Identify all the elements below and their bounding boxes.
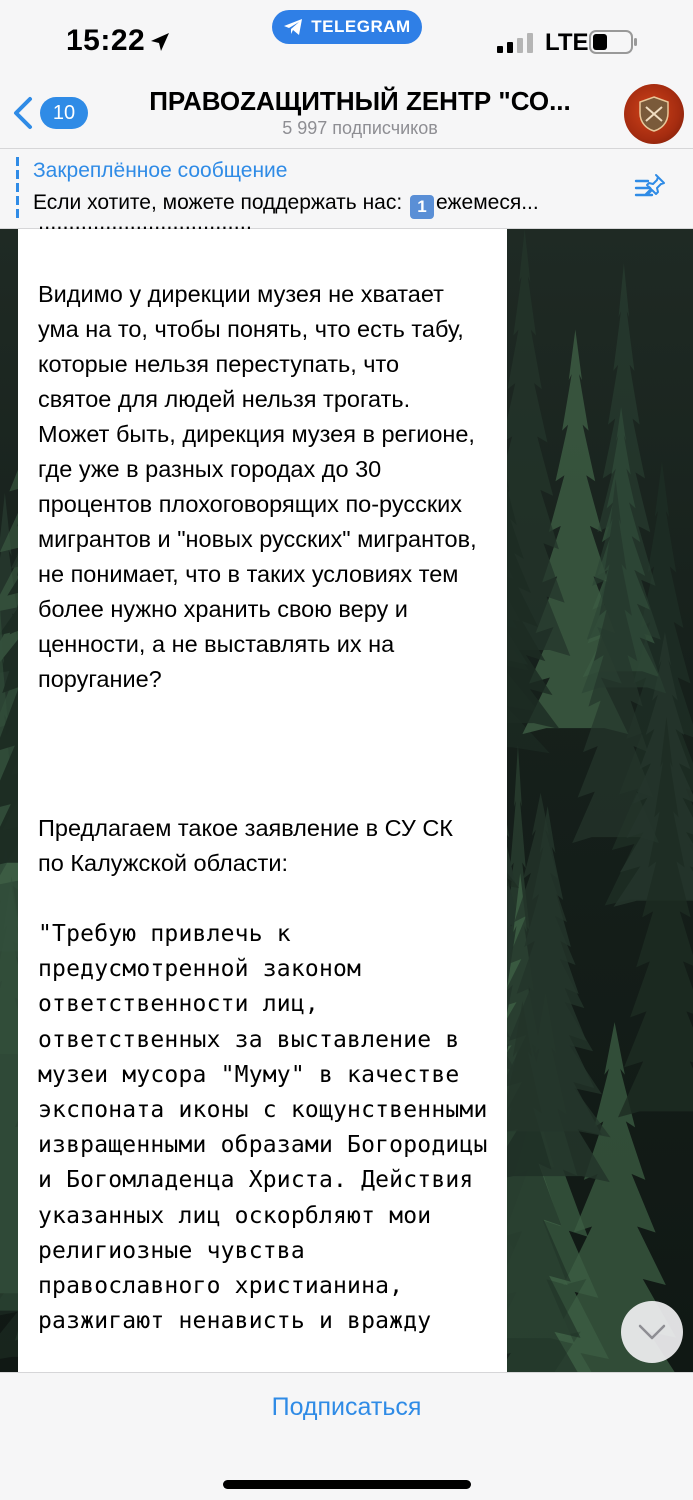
pinned-text-after: ежемеся...	[436, 191, 539, 214]
pin-indicator	[16, 157, 19, 221]
chat-header	[0, 84, 693, 148]
message-statement: "Требую привлечь к предусмотренной законом ответственности лиц, ответственных за выставление в музеи мусора "Муму" в качестве экспоната иконы с кощунственными извращенными образами Богородицы и Богомладенца Христа. Действия указанных лиц оскорбляют мои религиозные чувства православного христианина, разжигают ненависть и вражду	[38, 921, 488, 1335]
status-bar	[0, 0, 693, 84]
keycap-one-emoji: 1	[410, 195, 434, 219]
chevron-down-icon	[637, 1323, 667, 1341]
message-paragraph-1: Видимо у дирекции музея не хватает ума на то, чтобы понять, что есть табу, которые нельзя переступать, что святое для людей нельзя трогать. Может быть, дирекция музея в регионе, где уже в разных городах до 30 процентов плохоговорящих по-русских мигрантов и "новых русских" мигрантов, не понимает, что в таких условиях тем более нужно хранить свою веру и ценности, а не выставлять их на поругание?	[38, 281, 477, 692]
message-bubble[interactable]	[18, 209, 507, 1372]
unread-badge: 10	[40, 97, 88, 129]
bottom-bar	[0, 1372, 693, 1500]
pinned-text-before: Если хотите, можете поддержать нас:	[33, 191, 409, 214]
chevron-left-icon	[10, 96, 36, 130]
scroll-down-button[interactable]	[621, 1301, 683, 1363]
channel-avatar[interactable]	[624, 84, 684, 144]
battery-icon	[589, 30, 639, 54]
message-clipped-line: ...................................	[38, 209, 252, 234]
shield-icon	[637, 95, 671, 133]
pin-list-icon[interactable]	[634, 171, 668, 205]
subscriber-count: 5 997 подписчиков	[282, 118, 438, 138]
telegram-plane-icon	[283, 18, 303, 36]
telegram-pill-label: TELEGRAM	[311, 17, 411, 36]
signal-icon	[497, 33, 535, 53]
network-type: LTE	[545, 29, 589, 56]
subscribe-button[interactable]: Подписаться	[271, 1393, 422, 1421]
telegram-pill[interactable]	[272, 10, 422, 44]
back-button[interactable]	[10, 96, 88, 130]
location-arrow-icon	[148, 30, 172, 54]
home-indicator[interactable]	[223, 1480, 471, 1489]
message-paragraph-2: Предлагаем такое заявление в СУ СК по Калужской области:	[38, 815, 453, 876]
channel-title[interactable]: ПРАВОZАЩИТНЫЙ ZЕНТР "СО...	[149, 86, 571, 116]
status-time: 15:22	[66, 24, 146, 57]
pinned-title: Закреплённое сообщение	[33, 159, 288, 182]
